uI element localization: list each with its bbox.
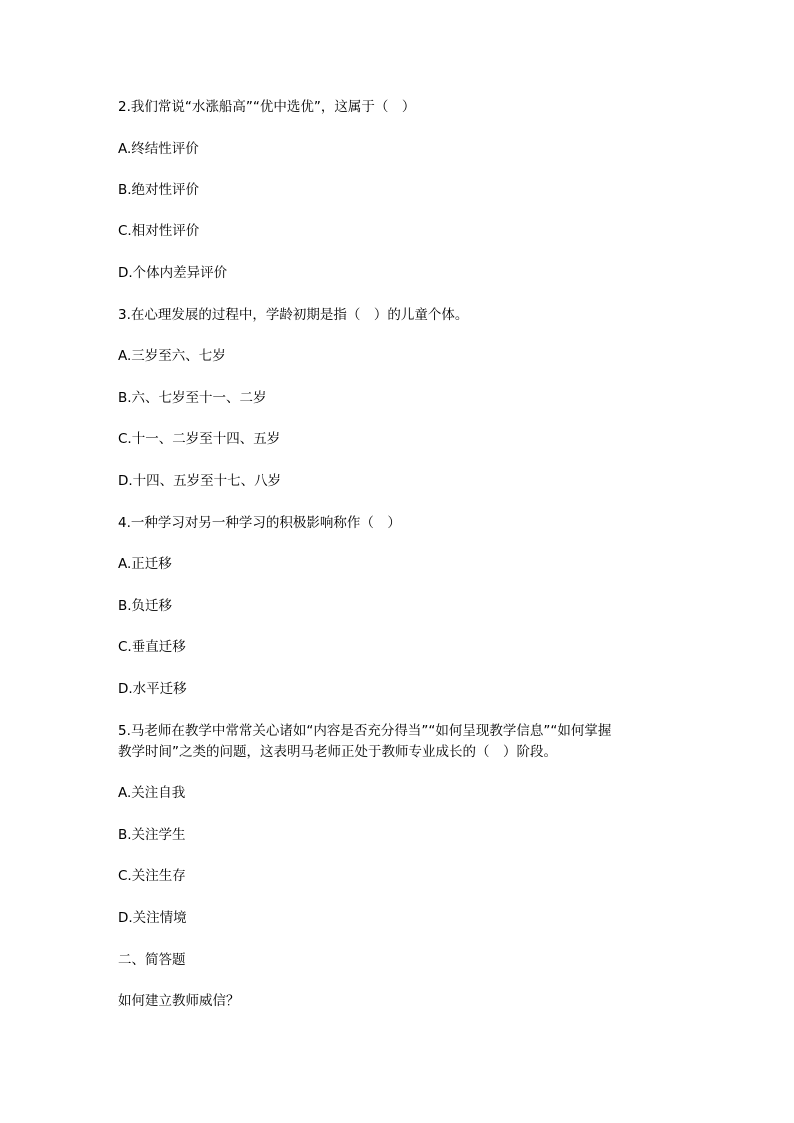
question-2-option-b: B.绝对性评价 bbox=[118, 182, 200, 198]
question-4-option-a: A.正迁移 bbox=[118, 556, 172, 572]
question-2-option-d: D.个体内差异评价 bbox=[118, 265, 228, 281]
question-3-option-d: D.十四、五岁至十七、八岁 bbox=[118, 473, 282, 489]
question-4-option-d: D.水平迁移 bbox=[118, 681, 187, 697]
question-2-option-a: A.终结性评价 bbox=[118, 141, 199, 157]
question-4-stem: 4.一种学习对另一种学习的积极影响称作（ ） bbox=[118, 515, 401, 531]
question-2-option-c: C.相对性评价 bbox=[118, 223, 200, 239]
question-5-stem-line-2: 教学时间”之类的问题，这表明马老师正处于教师专业成长的（ ）阶段。 bbox=[118, 744, 557, 760]
question-3-stem: 3.在心理发展的过程中，学龄初期是指（ ）的儿童个体。 bbox=[118, 307, 469, 323]
question-5-option-d: D.关注情境 bbox=[118, 910, 187, 926]
question-5-stem-line-1: 5.马老师在教学中常常关心诸如“内容是否充分得当”“如何呈现教学信息”“如何掌握 bbox=[118, 723, 612, 739]
section-heading: 二、简答题 bbox=[118, 952, 186, 968]
short-answer-question: 如何建立教师威信？ bbox=[118, 993, 240, 1009]
question-5-option-c: C.关注生存 bbox=[118, 868, 186, 884]
question-2-stem: 2.我们常说“水涨船高”“优中选优”，这属于（ ） bbox=[118, 99, 416, 115]
question-5-option-b: B.关注学生 bbox=[118, 827, 186, 843]
question-5-option-a: A.关注自我 bbox=[118, 785, 186, 801]
question-4-option-c: C.垂直迁移 bbox=[118, 639, 186, 655]
question-4-option-b: B.负迁移 bbox=[118, 598, 173, 614]
question-3-option-b: B.六、七岁至十一、二岁 bbox=[118, 390, 267, 406]
question-3-option-c: C.十一、二岁至十四、五岁 bbox=[118, 431, 281, 447]
question-3-option-a: A.三岁至六、七岁 bbox=[118, 348, 226, 364]
